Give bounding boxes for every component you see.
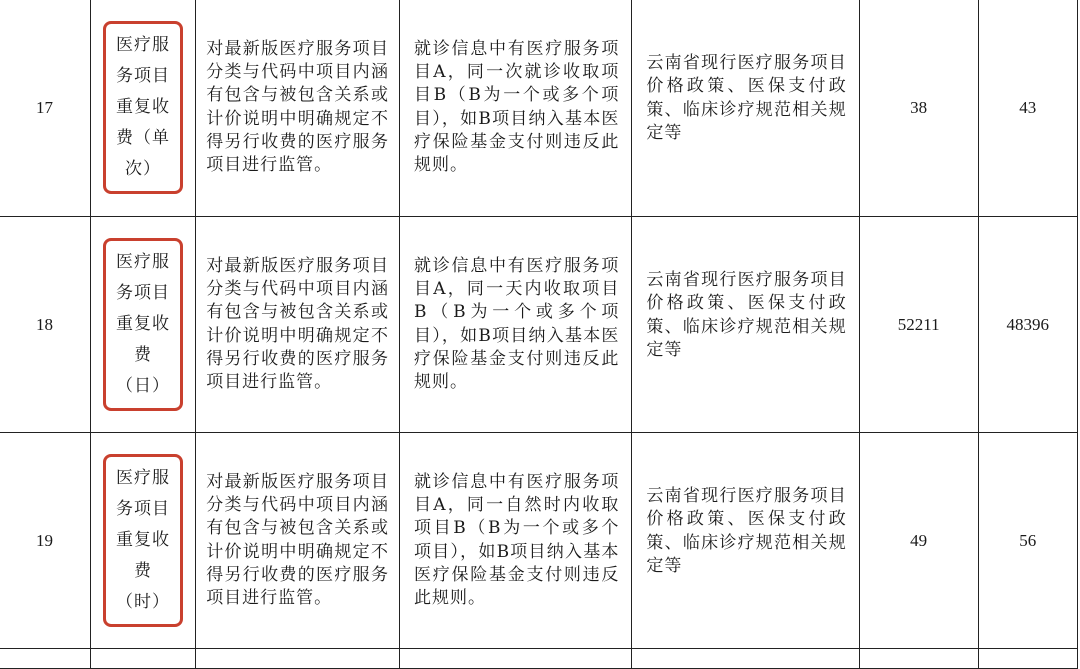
policy-basis-text: 云南省现行医疗服务项目价格政策、医保支付政策、临床诊疗规范相关规定等 [646,270,847,360]
count-b: 56 [978,433,1077,649]
rule-description-text: 就诊信息中有医疗服务项目A，同一天内收取项目B（B为一个或多个项目），如B项目纳入基本医疗保险基金支付则违反此规则。 [413,255,620,392]
policy-basis-text: 云南省现行医疗服务项目价格政策、医保支付政策、临床诊疗规范相关规定等 [646,53,847,143]
policy-basis-cell [632,217,859,433]
rule-description-text: 就诊信息中有医疗服务项目A，同一自然时内收取项目B（B为一个或多个项目），如B项目纳入基本医疗保险基金支付则违反此规则。 [413,471,620,608]
rule-scope-text: 对最新版医疗服务项目分类与代码中项目内涵有包含与被包含关系或计价说明中明确规定不得另行收费的医疗服务项目进行监管。 [206,471,389,608]
rule-scope-cell [196,433,400,649]
row-number: 18 [0,217,90,433]
project-name-cell [90,433,195,649]
rule-scope-cell [196,217,400,433]
highlighted-project-name: 医疗服务项目重复收费（时） [103,454,183,627]
count-a: 38 [859,0,978,217]
table-row [0,217,1078,433]
count-a: 49 [859,433,978,649]
table-row-cut-off [0,649,1078,669]
count-b: 48396 [978,217,1077,433]
highlighted-project-name: 医疗服务项目重复收费（单次） [103,21,183,194]
rule-scope-text: 对最新版医疗服务项目分类与代码中项目内涵有包含与被包含关系或计价说明中明确规定不得另行收费的医疗服务项目进行监管。 [206,255,389,392]
highlighted-project-name: 医疗服务项目重复收费（日） [103,238,183,411]
rule-description-cell [399,217,631,433]
row-number: 17 [0,0,90,217]
count-b: 43 [978,0,1077,217]
rule-description-text: 就诊信息中有医疗服务项目A，同一次就诊收取项目B（B为一个或多个项目），如B项目纳入基本医疗保险基金支付则违反此规则。 [413,38,620,175]
count-a: 52211 [859,217,978,433]
policy-basis-text: 云南省现行医疗服务项目价格政策、医保支付政策、临床诊疗规范相关规定等 [646,486,847,576]
table-row [0,433,1078,649]
policy-basis-cell [632,433,859,649]
rule-scope-text: 对最新版医疗服务项目分类与代码中项目内涵有包含与被包含关系或计价说明中明确规定不得另行收费的医疗服务项目进行监管。 [206,38,389,175]
project-name-cell [90,217,195,433]
rule-description-cell [399,0,631,217]
rule-description-cell [399,433,631,649]
table-row [0,0,1078,217]
row-number: 19 [0,433,90,649]
policy-basis-cell [632,0,859,217]
rule-scope-cell [196,0,400,217]
project-name-cell [90,0,195,217]
